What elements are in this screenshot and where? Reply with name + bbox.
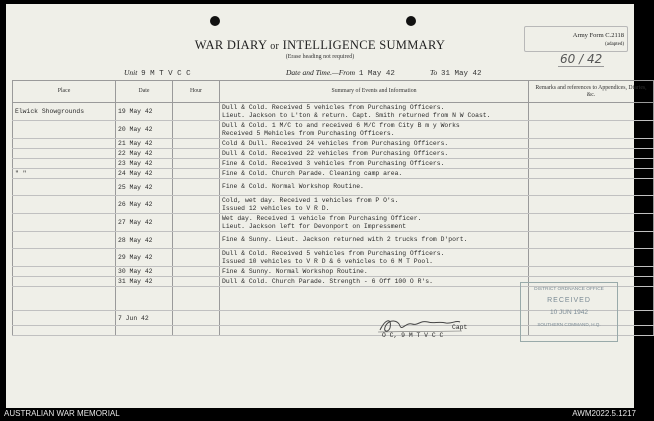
stamp-line-1: DISTRICT ORDNANCE OFFICE (534, 287, 604, 292)
cell-place (13, 159, 116, 169)
footer-right: AWM2022.5.1217 (572, 409, 636, 418)
table-row (13, 149, 654, 159)
cell-date: 23 May 42 (116, 159, 173, 169)
cell-summary (220, 139, 529, 149)
cell-place (13, 232, 116, 249)
cell-date (116, 326, 173, 336)
cell-remarks (529, 149, 654, 159)
cell-summary (220, 249, 529, 267)
cell-summary (220, 214, 529, 232)
page-subtitle: (Erase heading not required) (285, 54, 355, 60)
summary-line: Wet day. Received 1 vehicle from Purchasing Officer. (222, 214, 422, 222)
table-header-row (13, 81, 654, 103)
cell-date: 25 May 42 (116, 179, 173, 196)
cell-date: 20 May 42 (116, 121, 173, 139)
table-row (13, 232, 654, 249)
cell-summary (220, 277, 529, 287)
cell-summary (220, 267, 529, 277)
cell-place (13, 249, 116, 267)
summary-line: Issued 10 vehicles to V R D & 6 vehicles to 6 M T Pool. (222, 257, 433, 265)
summary-line: Dull & Cold. Received 5 vehicles from Purchasing Officers. (222, 103, 445, 111)
title-rest: INTELLIGENCE SUMMARY (282, 38, 446, 52)
cell-remarks (529, 121, 654, 139)
to-value: 31 May 42 (440, 70, 482, 78)
summary-line: Received 5 Mehicles from Purchasing Officers. (222, 129, 395, 137)
cell-summary (220, 196, 529, 214)
cell-summary (220, 121, 529, 139)
stamp-line-4: SOUTHERN COMMAND, H.Q. (537, 322, 601, 327)
cell-place: Elwick Showgrounds (13, 103, 116, 121)
received-stamp (520, 282, 618, 342)
cell-hour (173, 149, 220, 159)
cell-remarks (529, 214, 654, 232)
cell-remarks (529, 267, 654, 277)
signature-rank: Capt (452, 324, 468, 331)
cell-hour (173, 311, 220, 326)
cell-hour (173, 121, 220, 139)
title-main: WAR DIARY (194, 38, 267, 52)
summary-line: Lieut. Jackson left for Devonport on Impressment (222, 222, 407, 230)
cell-hour (173, 214, 220, 232)
title-or: or (270, 41, 280, 52)
cell-place (13, 214, 116, 232)
page-title (6, 38, 634, 53)
cell-hour (173, 267, 220, 277)
cell-hour (173, 103, 220, 121)
cell-remarks (529, 196, 654, 214)
cell-summary (220, 159, 529, 169)
cell-date: 24 May 42 (116, 169, 173, 179)
unit-label: Unit 9 M T V C C (124, 68, 191, 78)
cell-hour (173, 232, 220, 249)
summary-line: Issued 12 vehicles to V R D. (222, 204, 330, 212)
cell-place (13, 277, 116, 287)
table-row (13, 267, 654, 277)
cell-hour (173, 169, 220, 179)
cell-place (13, 179, 116, 196)
cell-date: 7 Jun 42 (116, 311, 173, 326)
cell-remarks (529, 103, 654, 121)
summary-line: Fine & Cold. Received 3 vehicles from Purchasing Officers. (222, 159, 445, 167)
unit-value: 9 M T V C C (141, 70, 191, 78)
cell-remarks (529, 159, 654, 169)
cell-place (13, 139, 116, 149)
cell-remarks (529, 169, 654, 179)
cell-date (116, 287, 173, 311)
summary-line: Fine & Cold. Normal Workshop Routine. (222, 183, 364, 190)
table-row (13, 179, 654, 196)
cell-hour (173, 196, 220, 214)
cell-hour (173, 249, 220, 267)
pencil-note: 60 / 42 (560, 52, 603, 66)
cell-place (13, 287, 116, 311)
punch-hole (406, 16, 416, 26)
stamp-line-3: 10 JUN 1942 (550, 309, 588, 316)
summary-line: Cold & Dull. Received 24 vehicles from Purchasing Officers. (222, 139, 449, 147)
summary-line: Fine & Cold. Church Parade. Cleaning camp area. (222, 169, 403, 177)
summary-line: Lieut. Jackson to L'ton & return. Capt. Smith returned from N W Coast. (222, 111, 491, 119)
table-row (13, 249, 654, 267)
footer-left: AUSTRALIAN WAR MEMORIAL (4, 409, 120, 418)
col-date: Date (116, 81, 173, 103)
cell-date: 30 May 42 (116, 267, 173, 277)
cell-place (13, 196, 116, 214)
to-label: To 31 May 42 (430, 68, 482, 78)
cell-date: 19 May 42 (116, 103, 173, 121)
cell-hour (173, 139, 220, 149)
cell-date: 27 May 42 (116, 214, 173, 232)
cell-date: 31 May 42 (116, 277, 173, 287)
summary-line: Fine & Sunny. Normal Workshop Routine. (222, 267, 368, 275)
cell-remarks (529, 249, 654, 267)
cell-date: 21 May 42 (116, 139, 173, 149)
summary-line: Dull & Cold. Received 5 vehicles from Purchasing Officers. (222, 249, 445, 257)
summary-line: Cold, wet day. Received 1 vehicles from P O's. (222, 196, 399, 204)
signature-unit: O C, 9 M T V C C (382, 332, 444, 339)
date-range: Date and Time.—From 1 May 42 (286, 68, 395, 78)
cell-hour (173, 159, 220, 169)
cell-place (13, 267, 116, 277)
cell-place (13, 326, 116, 336)
cell-remarks (529, 232, 654, 249)
summary-line: Dull & Cold. Received 22 vehicles from Purchasing Officers. (222, 149, 449, 157)
table-row (13, 159, 654, 169)
cell-place: " " (13, 169, 116, 179)
table-row (13, 196, 654, 214)
form-adapted-text: (adapted) (605, 42, 624, 47)
cell-remarks (529, 179, 654, 196)
col-summary: Summary of Events and Information (220, 81, 529, 103)
stamp-line-2: RECEIVED (547, 297, 591, 304)
cell-summary (220, 149, 529, 159)
table-row (13, 121, 654, 139)
table-row (13, 214, 654, 232)
cell-date: 28 May 42 (116, 232, 173, 249)
punch-hole (210, 16, 220, 26)
cell-summary (220, 179, 529, 196)
cell-summary (220, 169, 529, 179)
table-row (13, 169, 654, 179)
summary-line: Fine & Sunny. Lieut. Jackson returned with 2 trucks from D'port. (222, 236, 468, 243)
col-place: Place (13, 81, 116, 103)
col-remarks: Remarks and references to Appendices, Diaries, &c. (529, 81, 654, 103)
cell-hour (173, 277, 220, 287)
cell-place (13, 311, 116, 326)
war-diary-page (6, 4, 647, 408)
cell-summary (220, 232, 529, 249)
table-row (13, 139, 654, 149)
cell-hour (173, 287, 220, 311)
cell-hour (173, 326, 220, 336)
cell-date: 22 May 42 (116, 149, 173, 159)
summary-line: Dull & Cold. Church Parade. Strength - 6 Off 100 O R's. (222, 277, 433, 285)
cell-date: 29 May 42 (116, 249, 173, 267)
table-row (13, 103, 654, 121)
cell-hour (173, 179, 220, 196)
cell-place (13, 121, 116, 139)
cell-date: 26 May 42 (116, 196, 173, 214)
from-value: 1 May 42 (358, 70, 395, 78)
cell-summary (220, 287, 529, 311)
summary-line: Dull & Cold. 1 M/C to and received 6 M/C from City B m y Works (222, 121, 460, 129)
cell-summary (220, 103, 529, 121)
form-number-text: Army Form C.2118 (572, 32, 624, 39)
cell-remarks (529, 139, 654, 149)
col-hour: Hour (173, 81, 220, 103)
cell-place (13, 149, 116, 159)
